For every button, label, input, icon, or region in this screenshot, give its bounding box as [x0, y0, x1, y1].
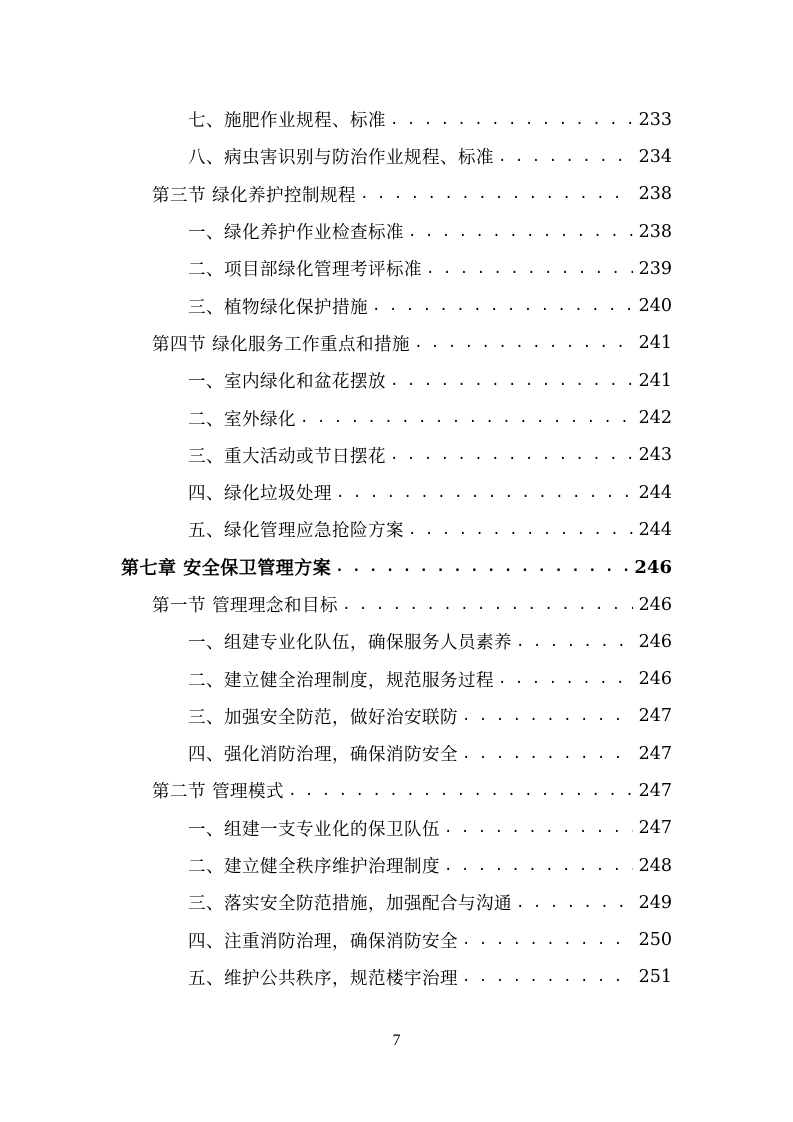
toc-subsection-entry[interactable]	[0, 660, 793, 697]
toc-entry-page: 246	[638, 631, 672, 652]
toc-dot-leader	[498, 672, 633, 686]
toc-dot-leader	[288, 784, 633, 798]
toc-entry-page: 246	[638, 669, 672, 690]
toc-entry-page: 246	[638, 594, 672, 615]
toc-subsection-entry[interactable]	[0, 362, 793, 399]
toc-subsection-entry[interactable]	[0, 922, 793, 959]
toc-section-entry[interactable]	[0, 586, 793, 623]
toc-section-entry[interactable]	[0, 772, 793, 809]
toc-entry-title: 七、施肥作业规程、标准	[188, 111, 386, 132]
toc-entry-title: 三、植物绿化保护措施	[188, 297, 368, 318]
toc-entry-title: 八、病虫害识别与防治作业规程、标准	[188, 148, 494, 169]
toc-entry-page: 241	[638, 333, 672, 354]
toc-entry-title: 第一节 管理理念和目标	[152, 596, 339, 616]
toc-entry-page: 246	[634, 556, 672, 578]
toc-subsection-entry[interactable]	[0, 735, 793, 772]
toc-entry-title: 一、组建一支专业化的保卫队伍	[188, 819, 440, 840]
toc-entry-page: 249	[638, 892, 672, 913]
toc-entry-page: 238	[638, 184, 672, 205]
toc-entry-title: 一、绿化养护作业检查标准	[188, 223, 404, 244]
toc-subsection-entry[interactable]	[0, 399, 793, 436]
toc-section-entry[interactable]	[0, 325, 793, 362]
toc-chapter-entry[interactable]	[0, 549, 793, 586]
toc-entry-title: 四、绿化垃圾处理	[188, 484, 332, 505]
toc-entry-page: 248	[638, 855, 672, 876]
toc-entry-page: 238	[638, 221, 672, 242]
toc-subsection-entry[interactable]	[0, 623, 793, 660]
toc-entry-title: 三、重大活动或节日摆花	[188, 446, 386, 467]
toc-dot-leader	[300, 411, 633, 425]
toc-entry-title: 三、落实安全防范措施，加强配合与沟通	[188, 894, 512, 915]
toc-subsection-entry[interactable]	[0, 847, 793, 884]
toc-entry-title: 二、项目部绿化管理考评标准	[188, 260, 422, 281]
toc-subsection-entry[interactable]	[0, 959, 793, 996]
toc-subsection-entry[interactable]	[0, 101, 793, 138]
toc-entry-title: 一、室内绿化和盆花摆放	[188, 372, 386, 393]
toc-dot-leader	[462, 933, 633, 947]
toc-dot-leader	[372, 299, 633, 313]
toc-entry-title: 三、加强安全防范，做好治安联防	[188, 707, 458, 728]
page-number: 7	[392, 1032, 401, 1049]
toc-dot-leader	[335, 560, 628, 574]
toc-entry-page: 247	[638, 706, 672, 727]
toc-dot-leader	[360, 187, 633, 201]
toc-entry-title: 第四节 绿化服务工作重点和措施	[152, 334, 411, 355]
toc-entry-title: 第七章 安全保卫管理方案	[121, 558, 332, 580]
toc-section-entry[interactable]	[0, 176, 793, 213]
toc-dot-leader	[342, 598, 633, 612]
toc-dot-leader	[462, 970, 633, 984]
toc-dot-leader	[390, 113, 633, 127]
toc-entry-page: 247	[638, 743, 672, 764]
toc-subsection-entry[interactable]	[0, 884, 793, 921]
toc-subsection-entry[interactable]	[0, 474, 793, 511]
toc-dot-leader	[516, 896, 633, 910]
toc-subsection-entry[interactable]	[0, 810, 793, 847]
toc-entry-page: 240	[638, 296, 672, 317]
toc-entry-title: 五、维护公共秩序，规范楼宇治理	[188, 968, 458, 989]
toc-subsection-entry[interactable]	[0, 511, 793, 548]
toc-dot-leader	[390, 448, 633, 462]
toc-dot-leader	[444, 821, 633, 835]
toc-entry-title: 二、室外绿化	[188, 409, 296, 430]
toc-dot-leader	[462, 709, 633, 723]
toc-dot-leader	[426, 262, 633, 276]
toc-entry-title: 二、建立健全治理制度，规范服务过程	[188, 670, 494, 691]
toc-entry-page: 250	[638, 930, 672, 951]
toc-subsection-entry[interactable]	[0, 250, 793, 287]
toc-dot-leader	[462, 747, 633, 761]
toc-entry-title: 一、组建专业化队伍，确保服务人员素养	[188, 633, 512, 654]
toc-entry-page: 242	[638, 408, 672, 429]
toc-entry-page: 244	[638, 519, 672, 540]
toc-dot-leader	[336, 486, 633, 500]
toc-entry-page: 234	[638, 146, 672, 167]
toc-entry-title: 五、绿化管理应急抢险方案	[188, 521, 404, 542]
toc-entry-title: 第三节 绿化养护控制规程	[152, 185, 357, 206]
toc-entry-page: 233	[638, 109, 672, 130]
table-of-contents	[0, 101, 793, 996]
toc-entry-title: 四、强化消防治理，确保消防安全	[188, 745, 458, 766]
toc-entry-page: 239	[638, 258, 672, 279]
toc-entry-page: 251	[638, 967, 672, 988]
toc-dot-leader	[414, 336, 633, 350]
toc-dot-leader	[408, 225, 633, 239]
toc-subsection-entry[interactable]	[0, 287, 793, 324]
toc-entry-title: 四、注重消防治理，确保消防安全	[188, 931, 458, 952]
toc-subsection-entry[interactable]	[0, 437, 793, 474]
toc-dot-leader	[444, 859, 633, 873]
toc-entry-page: 244	[638, 482, 672, 503]
toc-dot-leader	[498, 150, 633, 164]
toc-subsection-entry[interactable]	[0, 698, 793, 735]
toc-entry-title: 第二节 管理模式	[152, 782, 285, 803]
toc-entry-page: 241	[638, 370, 672, 391]
toc-dot-leader	[390, 374, 633, 388]
toc-entry-page: 243	[638, 445, 672, 466]
toc-entry-title: 二、建立健全秩序维护治理制度	[188, 857, 440, 878]
toc-entry-page: 247	[638, 780, 672, 801]
toc-subsection-entry[interactable]	[0, 213, 793, 250]
toc-dot-leader	[516, 635, 633, 649]
toc-dot-leader	[408, 523, 633, 537]
toc-entry-page: 247	[638, 818, 672, 839]
toc-subsection-entry[interactable]	[0, 138, 793, 175]
